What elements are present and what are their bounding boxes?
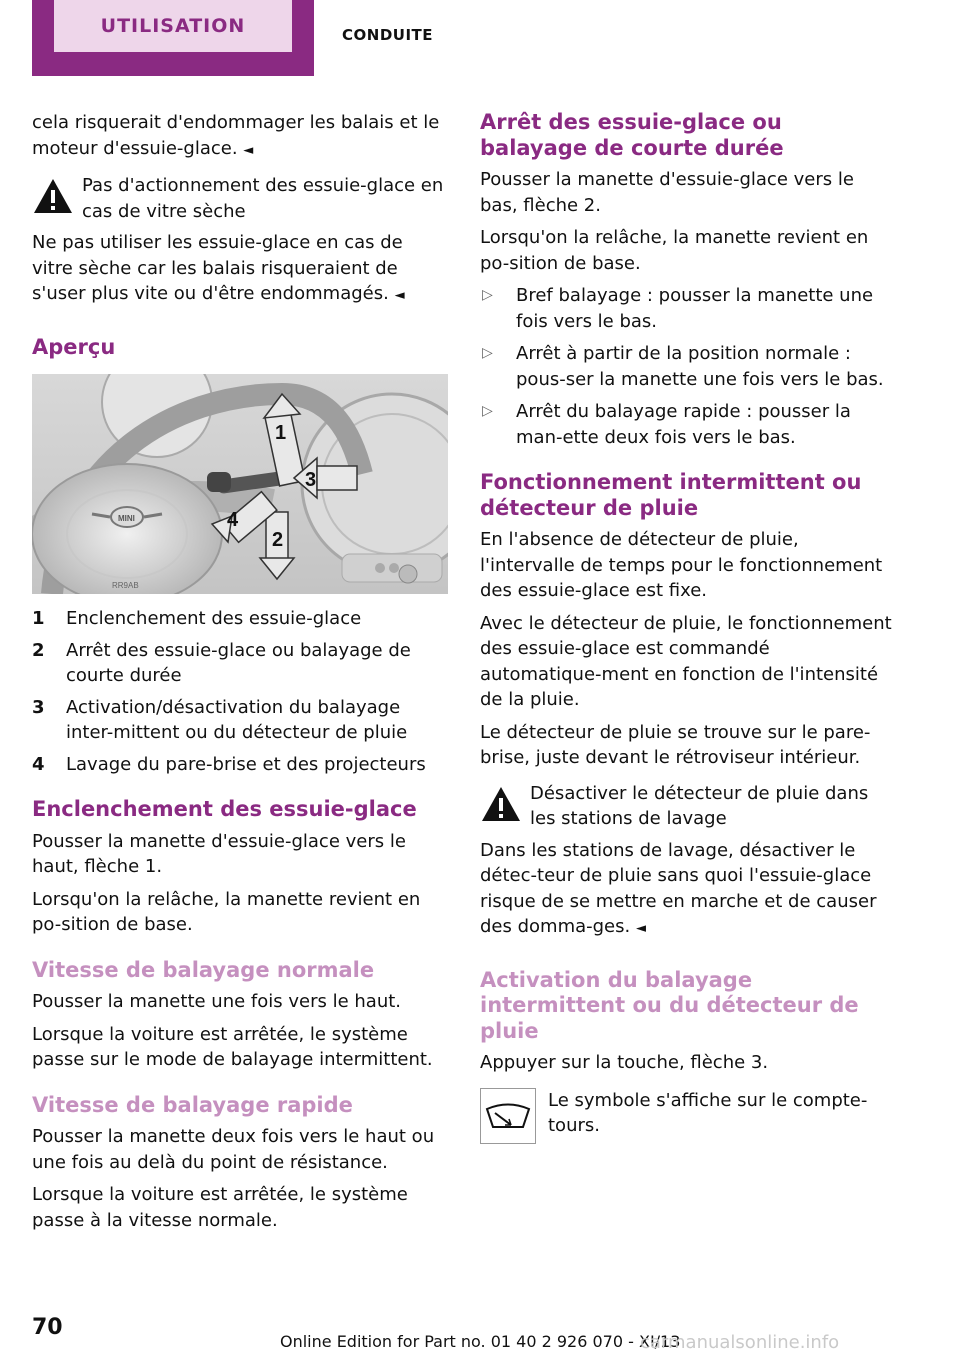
legend-item bbox=[32, 695, 448, 746]
legend-number: 4 bbox=[32, 753, 45, 775]
paragraph: En l'absence de détecteur de pluie, l'intervalle de temps pour le fonctionnement des essuie-glace est fixe. bbox=[480, 529, 883, 601]
chapter-tab-utilisation[interactable] bbox=[32, 0, 314, 76]
list-item-text: Arrêt à partir de la position normale : pous-ser la manette une fois vers le bas. bbox=[516, 343, 884, 390]
legend-text: Enclenchement des essuie-glace bbox=[66, 608, 362, 629]
heading-enclenchement: Enclenchement des essuie-glace bbox=[32, 797, 417, 821]
list-item bbox=[480, 341, 896, 392]
steering-wheel-photo bbox=[32, 374, 448, 594]
legend-number: 3 bbox=[32, 696, 45, 718]
right-column bbox=[480, 110, 896, 1144]
symbol-text: Le symbole s'affiche sur le compte-tours. bbox=[548, 1089, 868, 1136]
heading-normale-wrap bbox=[32, 958, 448, 984]
chapter-tab-label: UTILISATION bbox=[100, 15, 246, 37]
heading-rapide-wrap bbox=[32, 1093, 448, 1119]
heading-fonctionnement: Fonctionnement intermittent ou détecteur de pluie bbox=[480, 470, 862, 520]
list-item-text: Bref balayage : pousser la manette une fois vers le bas. bbox=[516, 285, 874, 332]
list-item bbox=[480, 399, 896, 450]
heading-activation-wrap bbox=[480, 968, 896, 1045]
warning-body: Dans les stations de lavage, désactiver le détec-teur de pluie sans quoi l'essuie-glace risque de se mettre en marche et de causer des domma-ges. ◄ bbox=[480, 839, 877, 937]
heading-fonct-wrap bbox=[480, 470, 896, 521]
bullet-list bbox=[480, 283, 896, 450]
warning-title: Désactiver le détecteur de pluie dans les stations de lavage bbox=[530, 782, 869, 829]
paragraph: Pousser la manette deux fois vers le haut ou une fois au delà du point de résistance. bbox=[32, 1126, 435, 1173]
list-item-text: Arrêt du balayage rapide : pousser la man-ette deux fois vers le bas. bbox=[516, 401, 851, 448]
photo-code: RR9AB bbox=[112, 581, 139, 590]
bullet-arrow-icon: ▷ bbox=[482, 403, 493, 419]
paragraph: Avec le détecteur de pluie, le fonctionnement des essuie-glace est commandé automatique-ment en fonction de l'intensité de la pluie. bbox=[480, 612, 892, 710]
warning-title: Pas d'actionnement des essuie-glace en cas de vitre sèche bbox=[82, 175, 444, 222]
page-number: 70 bbox=[32, 1315, 63, 1340]
legend-text: Activation/désactivation du balayage inter-mittent ou du détecteur de pluie bbox=[66, 696, 408, 743]
chapter-tab-inner bbox=[54, 0, 292, 52]
paragraph: Le détecteur de pluie se trouve sur le pare-brise, juste devant le rétroviseur intérieur. bbox=[480, 721, 871, 768]
legend-item bbox=[32, 752, 448, 778]
paragraph: Lorsque la voiture est arrêtée, le système passe à la vitesse normale. bbox=[32, 1184, 408, 1231]
svg-text:4: 4 bbox=[227, 509, 239, 531]
heading-activation: Activation du balayage intermittent ou du détecteur de pluie bbox=[480, 967, 859, 1043]
paragraph: Appuyer sur la touche, flèche 3. bbox=[480, 1052, 769, 1073]
warning-icon bbox=[480, 785, 522, 823]
paragraph: Lorsqu'on la relâche, la manette revient en po-sition de base. bbox=[480, 227, 869, 274]
legend-item bbox=[32, 638, 448, 689]
svg-text:3: 3 bbox=[305, 469, 317, 491]
end-mark: ◄ bbox=[394, 288, 405, 303]
end-mark: ◄ bbox=[243, 142, 254, 158]
paragraph: Pousser la manette une fois vers le haut. bbox=[32, 991, 402, 1012]
svg-text:1: 1 bbox=[275, 422, 287, 444]
left-column bbox=[32, 110, 448, 1240]
symbol-row bbox=[480, 1088, 896, 1144]
bullet-arrow-icon: ▷ bbox=[482, 345, 493, 361]
paragraph: Lorsqu'on la relâche, la manette revient en po-sition de base. bbox=[32, 888, 421, 935]
bullet-arrow-icon: ▷ bbox=[482, 287, 493, 303]
heading-arret-wrap bbox=[480, 110, 896, 161]
legend-list bbox=[32, 606, 448, 777]
heading-arret: Arrêt des essuie-glace ou balayage de courte durée bbox=[480, 110, 784, 160]
wiper-symbol-icon bbox=[480, 1088, 536, 1144]
end-mark: ◄ bbox=[635, 921, 646, 936]
watermark: carmanualsonline.info bbox=[640, 1332, 840, 1353]
legend-number: 2 bbox=[32, 639, 45, 661]
section-tab-conduite[interactable]: CONDUITE bbox=[342, 26, 434, 44]
paragraph: Pousser la manette d'essuie-glace vers le haut, flèche 1. bbox=[32, 830, 406, 877]
paragraph: Pousser la manette d'essuie-glace vers le bas, flèche 2. bbox=[480, 169, 854, 216]
heading-vitesse-rapide: Vitesse de balayage rapide bbox=[32, 1092, 353, 1117]
heading-apercu-wrap bbox=[32, 335, 448, 361]
paragraph: Lorsque la voiture est arrêtée, le système passe sur le mode de balayage intermittent. bbox=[32, 1023, 433, 1070]
legend-number: 1 bbox=[32, 608, 45, 629]
warning-icon bbox=[32, 177, 74, 215]
svg-text:MINI: MINI bbox=[118, 514, 135, 523]
warning-body: Ne pas utiliser les essuie-glace en cas de vitre sèche car les balais risqueraient de s'user plus vite ou d'être endommagés. ◄ bbox=[32, 232, 405, 304]
list-item bbox=[480, 283, 896, 334]
warning-block bbox=[480, 781, 896, 832]
warning-block bbox=[32, 173, 448, 224]
heading-vitesse-normale: Vitesse de balayage normale bbox=[32, 957, 375, 982]
heading-apercu: Aperçu bbox=[32, 334, 116, 359]
legend-text: Arrêt des essuie-glace ou balayage de courte durée bbox=[66, 639, 411, 686]
footer-edition: Online Edition for Part no. 01 40 2 926 070 - XI/13 bbox=[280, 1332, 681, 1351]
heading-enclenchement-wrap bbox=[32, 797, 448, 823]
legend-item bbox=[32, 606, 448, 632]
legend-text: Lavage du pare-brise et des projecteurs bbox=[66, 753, 426, 775]
paragraph: cela risquerait d'endommager les balais et le moteur d'essuie-glace. ◄ bbox=[32, 112, 440, 159]
svg-text:2: 2 bbox=[272, 529, 284, 551]
